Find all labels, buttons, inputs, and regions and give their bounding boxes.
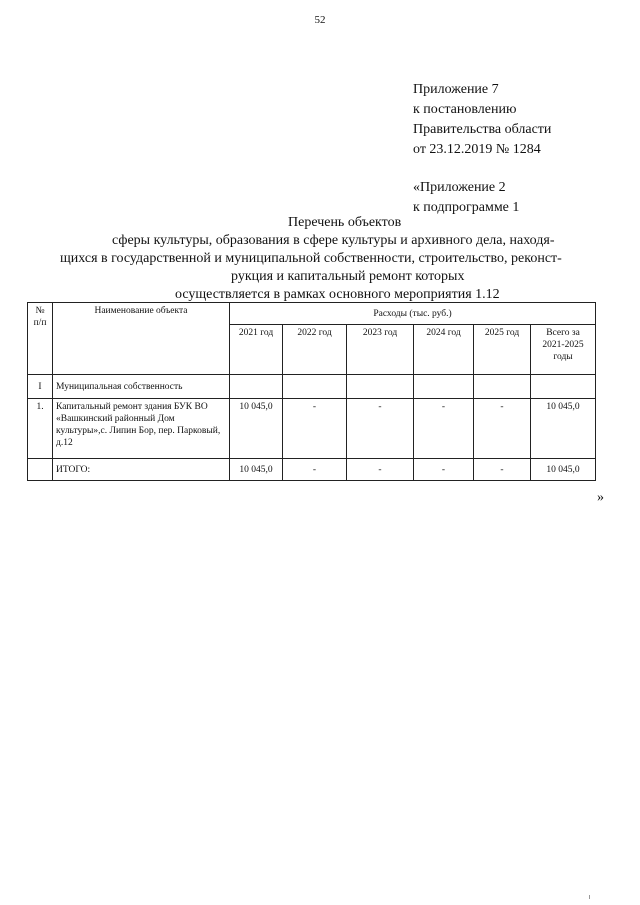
row-value: 10 045,0: [531, 399, 596, 459]
header-year: 2022 год: [283, 325, 347, 375]
appendix-line: Приложение 7: [413, 82, 499, 97]
total-value: 10 045,0: [531, 459, 596, 481]
row-name: Капитальный ремонт здания БУК ВО «Вашкинский районный Дом культуры»,с. Липин Бор, пер. Парковый, д.12: [53, 399, 230, 459]
total-value: 10 045,0: [230, 459, 283, 481]
total-label: ИТОГО:: [53, 459, 230, 481]
header-total: Всего за 2021-2025 годы: [531, 325, 596, 375]
total-value: -: [474, 459, 531, 481]
section-num: I: [28, 375, 53, 399]
total-value: -: [414, 459, 474, 481]
objects-table: [27, 302, 596, 481]
header-year: 2023 год: [347, 325, 414, 375]
title-line: щихся в государственной и муниципальной собственности, строительство, реконст-: [60, 251, 562, 266]
header-year: 2025 год: [474, 325, 531, 375]
title-line: Перечень объектов: [288, 215, 402, 230]
title-line: осуществляется в рамках основного мероприятия 1.12: [175, 287, 500, 302]
appendix-line: от 23.12.2019 № 1284: [413, 142, 541, 157]
title-line: рукция и капитальный ремонт которых: [231, 269, 465, 284]
section-name: Муниципальная собственность: [53, 375, 230, 399]
page-number: 52: [314, 14, 326, 26]
row-num: 1.: [28, 399, 53, 459]
row-value: -: [414, 399, 474, 459]
header-num: № п/п: [28, 303, 53, 375]
total-value: -: [347, 459, 414, 481]
row-value: -: [283, 399, 347, 459]
appendix-sub-line: к подпрограмме 1: [413, 200, 520, 215]
row-value: -: [347, 399, 414, 459]
header-name: Наименование объекта: [53, 303, 230, 375]
total-value: -: [283, 459, 347, 481]
header-year: 2024 год: [414, 325, 474, 375]
header-expenses: Расходы (тыс. руб.): [230, 303, 596, 325]
appendix-line: Правительства области: [413, 122, 552, 137]
appendix-line: к постановлению: [413, 102, 517, 117]
title-line: сферы культуры, образования в сфере культуры и архивного дела, находя-: [112, 233, 555, 248]
header-year: 2021 год: [230, 325, 283, 375]
total-num: [28, 459, 53, 481]
appendix-sub-line: «Приложение 2: [413, 180, 506, 195]
row-value: -: [474, 399, 531, 459]
row-value: 10 045,0: [230, 399, 283, 459]
closing-quote: »: [597, 490, 604, 505]
scan-mark: [589, 895, 590, 899]
appendix-header: [413, 80, 551, 218]
